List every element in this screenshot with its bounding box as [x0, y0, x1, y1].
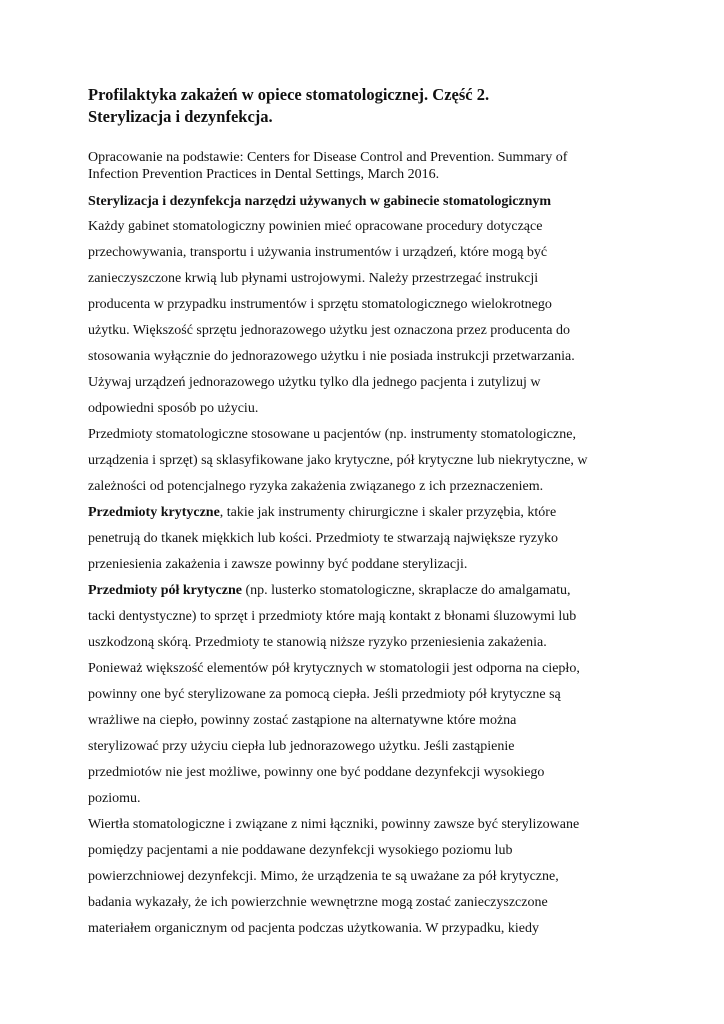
text-line: stosowania wyłącznie do jednorazowego użytku i nie posiada instrukcji przetwarzania.	[88, 349, 575, 364]
text-line: powinny one być sterylizowane za pomocą ciepła. Jeśli przedmioty pół krytyczne są	[88, 687, 561, 702]
paragraph-dental-burs	[88, 812, 640, 942]
text-line: pomiędzy pacjentami a nie poddawane dezynfekcji wysokiego poziomu lub	[88, 843, 513, 858]
text-line: przeniesienia zakażenia i zawsze powinny być poddane sterylizacji.	[88, 557, 468, 572]
title-line: Profilaktyka zakażeń w opiece stomatologicznej. Część 2.	[88, 85, 490, 104]
text-line: badania wykazały, że ich powierzchnie wewnętrzne mogą zostać zanieczyszczone	[88, 895, 548, 910]
text-line: powierzchniowej dezynfekcji. Mimo, że urządzenia te są uważane za pół krytyczne,	[88, 869, 559, 884]
source-note	[88, 149, 640, 183]
text-line: Używaj urządzeń jednorazowego użytku tylko dla jednego pacjenta i zutylizuj w	[88, 375, 541, 390]
section-heading: Sterylizacja i dezynfekcja narzędzi używanych w gabinecie stomatologicznym	[88, 194, 552, 209]
text-line: Wiertła stomatologiczne i związane z nimi łączniki, powinny zawsze być sterylizowane	[88, 817, 580, 832]
text-line: uszkodzoną skórą. Przedmioty te stanowią niższe ryzyko przeniesienia zakażenia.	[88, 635, 547, 650]
text-line: wrażliwe na ciepło, powinny zostać zastąpione na alternatywne które można	[88, 713, 517, 728]
text-line: tacki dentystyczne) to sprzęt i przedmioty które mają kontakt z błonami śluzowymi lub	[88, 609, 577, 624]
title-line: Sterylizacja i dezynfekcja.	[88, 107, 273, 126]
text-line: odpowiedni sposób po użyciu.	[88, 401, 259, 416]
text-fragment: , takie jak instrumenty chirurgiczne i skaler przyzębia, które	[219, 505, 557, 520]
text-line: przechowywania, transportu i używania instrumentów i urządzeń, które mogą być	[88, 245, 548, 260]
paragraph-classification	[88, 422, 640, 500]
text-line: Przedmioty stomatologiczne stosowane u pacjentów (np. instrumenty stomatologiczne,	[88, 427, 576, 442]
text-line: poziomu.	[88, 791, 141, 806]
text-line: przedmiotów nie jest możliwe, powinny one być poddane dezynfekcji wysokiego	[88, 765, 545, 780]
text-line: Każdy gabinet stomatologiczny powinien mieć opracowane procedury dotyczące	[88, 219, 543, 234]
term-semicritical: Przedmioty pół krytyczne	[88, 583, 242, 598]
text-line: sterylizować przy użyciu ciepła lub jednorazowego użytku. Jeśli zastąpienie	[88, 739, 515, 754]
text-line: Ponieważ większość elementów pół krytycznych w stomatologii jest odporna na ciepło,	[88, 661, 580, 676]
text-line: zależności od potencjalnego ryzyka zakażenia związanego z ich przeznaczeniem.	[88, 479, 544, 494]
text-line: materiałem organicznym od pacjenta podczas użytkowania. W przypadku, kiedy	[88, 921, 539, 936]
text-line	[88, 500, 640, 526]
document-title	[88, 84, 640, 128]
paragraph-critical-items	[88, 500, 640, 578]
text-fragment: (np. lusterko stomatologiczne, skraplacze do amalgamatu,	[241, 583, 571, 598]
text-line	[88, 578, 640, 604]
paragraph-procedures	[88, 214, 640, 422]
paragraph-semicritical-items	[88, 578, 640, 812]
text-line: penetrują do tkanek miękkich lub kości. Przedmioty te stwarzają największe ryzyko	[88, 531, 559, 546]
source-line: Infection Prevention Practices in Dental Settings, March 2016.	[88, 167, 440, 182]
text-line: producenta w przypadku instrumentów i sprzętu stomatologicznego wielokrotnego	[88, 297, 552, 312]
term-critical: Przedmioty krytyczne	[88, 505, 220, 520]
source-line: Opracowanie na podstawie: Centers for Disease Control and Prevention. Summary of	[88, 150, 568, 165]
text-line: zanieczyszczone krwią lub płynami ustrojowymi. Należy przestrzegać instrukcji	[88, 271, 539, 286]
text-line: urządzenia i sprzęt) są sklasyfikowane jako krytyczne, pół krytyczne lub niekrytyczne, w	[88, 453, 588, 468]
text-line: użytku. Większość sprzętu jednorazowego użytku jest oznaczona przez producenta do	[88, 323, 570, 338]
document-page	[88, 84, 640, 942]
